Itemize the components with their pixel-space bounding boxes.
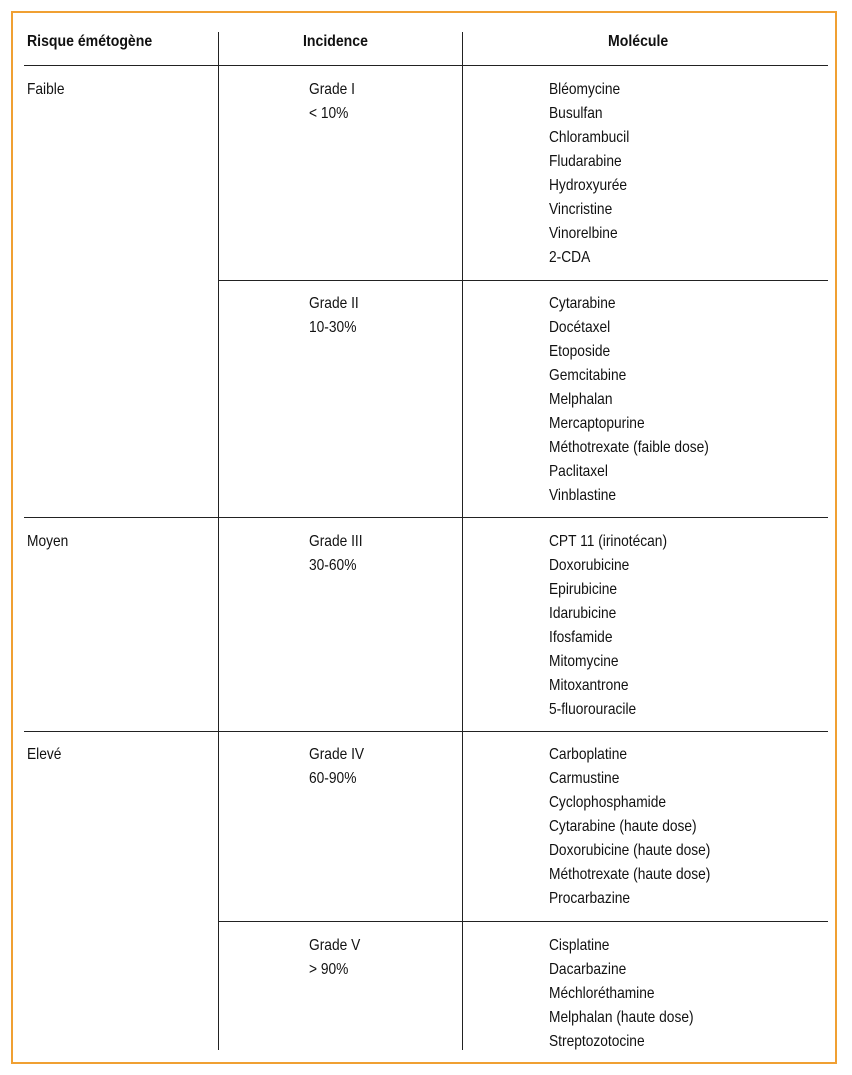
grade-label: Grade I: [309, 81, 355, 98]
column-divider-2: [462, 32, 463, 1050]
molecule-list: [549, 78, 642, 270]
molecule-item: Mitomycine: [549, 653, 619, 670]
molecule-item: Busulfan: [549, 105, 603, 122]
molecule-item: Méthotrexate (faible dose): [549, 439, 709, 456]
molecule-item: Cytarabine (haute dose): [549, 818, 697, 835]
molecule-item: Docétaxel: [549, 319, 611, 336]
molecule-item: Doxorubicine (haute dose): [549, 842, 711, 859]
molecule-item: Epirubicine: [549, 581, 618, 598]
molecule-item: Carmustine: [549, 770, 620, 787]
molecule-item: Vinblastine: [549, 487, 617, 504]
molecule-item: Dacarbazine: [549, 961, 627, 978]
row-separator: [24, 517, 828, 518]
molecule-item: Gemcitabine: [549, 367, 627, 384]
molecule-item: Vincristine: [549, 201, 613, 218]
incidence-cell: [309, 78, 362, 126]
molecule-item: Carboplatine: [549, 746, 628, 763]
molecule-list: [549, 743, 737, 911]
molecule-list: [549, 292, 735, 508]
column-divider-1: [218, 32, 219, 1050]
incidence-cell: [309, 530, 371, 578]
molecule-item: 5-fluorouracile: [549, 701, 637, 718]
row-separator: [218, 921, 828, 922]
molecule-item: Mercaptopurine: [549, 415, 645, 432]
incidence-cell: [309, 934, 369, 982]
molecule-item: Idarubicine: [549, 605, 617, 622]
molecule-item: Doxorubicine: [549, 557, 630, 574]
molecule-item: Melphalan (haute dose): [549, 1009, 694, 1026]
molecule-item: 2-CDA: [549, 249, 591, 266]
incidence-value: > 90%: [309, 961, 349, 978]
molecule-item: Chlorambucil: [549, 129, 630, 146]
molecule-item: Cisplatine: [549, 937, 610, 954]
incidence-value: < 10%: [309, 105, 349, 122]
grade-label: Grade II: [309, 295, 359, 312]
incidence-value: 60-90%: [309, 770, 357, 787]
header-rule: [24, 65, 828, 66]
molecule-item: Etoposide: [549, 343, 611, 360]
risk-label: Elevé: [27, 746, 62, 763]
molecule-item: Procarbazine: [549, 890, 631, 907]
grade-label: Grade IV: [309, 746, 365, 763]
incidence-cell: [309, 743, 373, 791]
incidence-value: 10-30%: [309, 319, 357, 336]
incidence-cell: [309, 292, 367, 340]
risk-label: Moyen: [27, 533, 69, 550]
molecule-item: Méthotrexate (haute dose): [549, 866, 711, 883]
molecule-item: Hydroxyurée: [549, 177, 628, 194]
molecule-item: Cyclophosphamide: [549, 794, 667, 811]
column-header-risk: Risque émétogène: [27, 33, 153, 50]
grade-label: Grade III: [309, 533, 363, 550]
molecule-list: [549, 530, 686, 722]
column-header-incidence: Incidence: [303, 33, 368, 50]
column-header-molecule: Molécule: [608, 33, 669, 50]
molecule-item: Bléomycine: [549, 81, 621, 98]
molecule-list: [549, 934, 717, 1054]
row-separator: [24, 731, 828, 732]
molecule-item: Mitoxantrone: [549, 677, 629, 694]
molecule-item: Ifosfamide: [549, 629, 613, 646]
incidence-value: 30-60%: [309, 557, 357, 574]
molecule-item: Paclitaxel: [549, 463, 608, 480]
row-separator: [218, 280, 828, 281]
molecule-item: Cytarabine: [549, 295, 616, 312]
risk-label: Faible: [27, 81, 65, 98]
molecule-item: CPT 11 (irinotécan): [549, 533, 668, 550]
molecule-item: Fludarabine: [549, 153, 622, 170]
molecule-item: Melphalan: [549, 391, 613, 408]
molecule-item: Méchloréthamine: [549, 985, 655, 1002]
molecule-item: Streptozotocine: [549, 1033, 645, 1050]
molecule-item: Vinorelbine: [549, 225, 618, 242]
grade-label: Grade V: [309, 937, 361, 954]
